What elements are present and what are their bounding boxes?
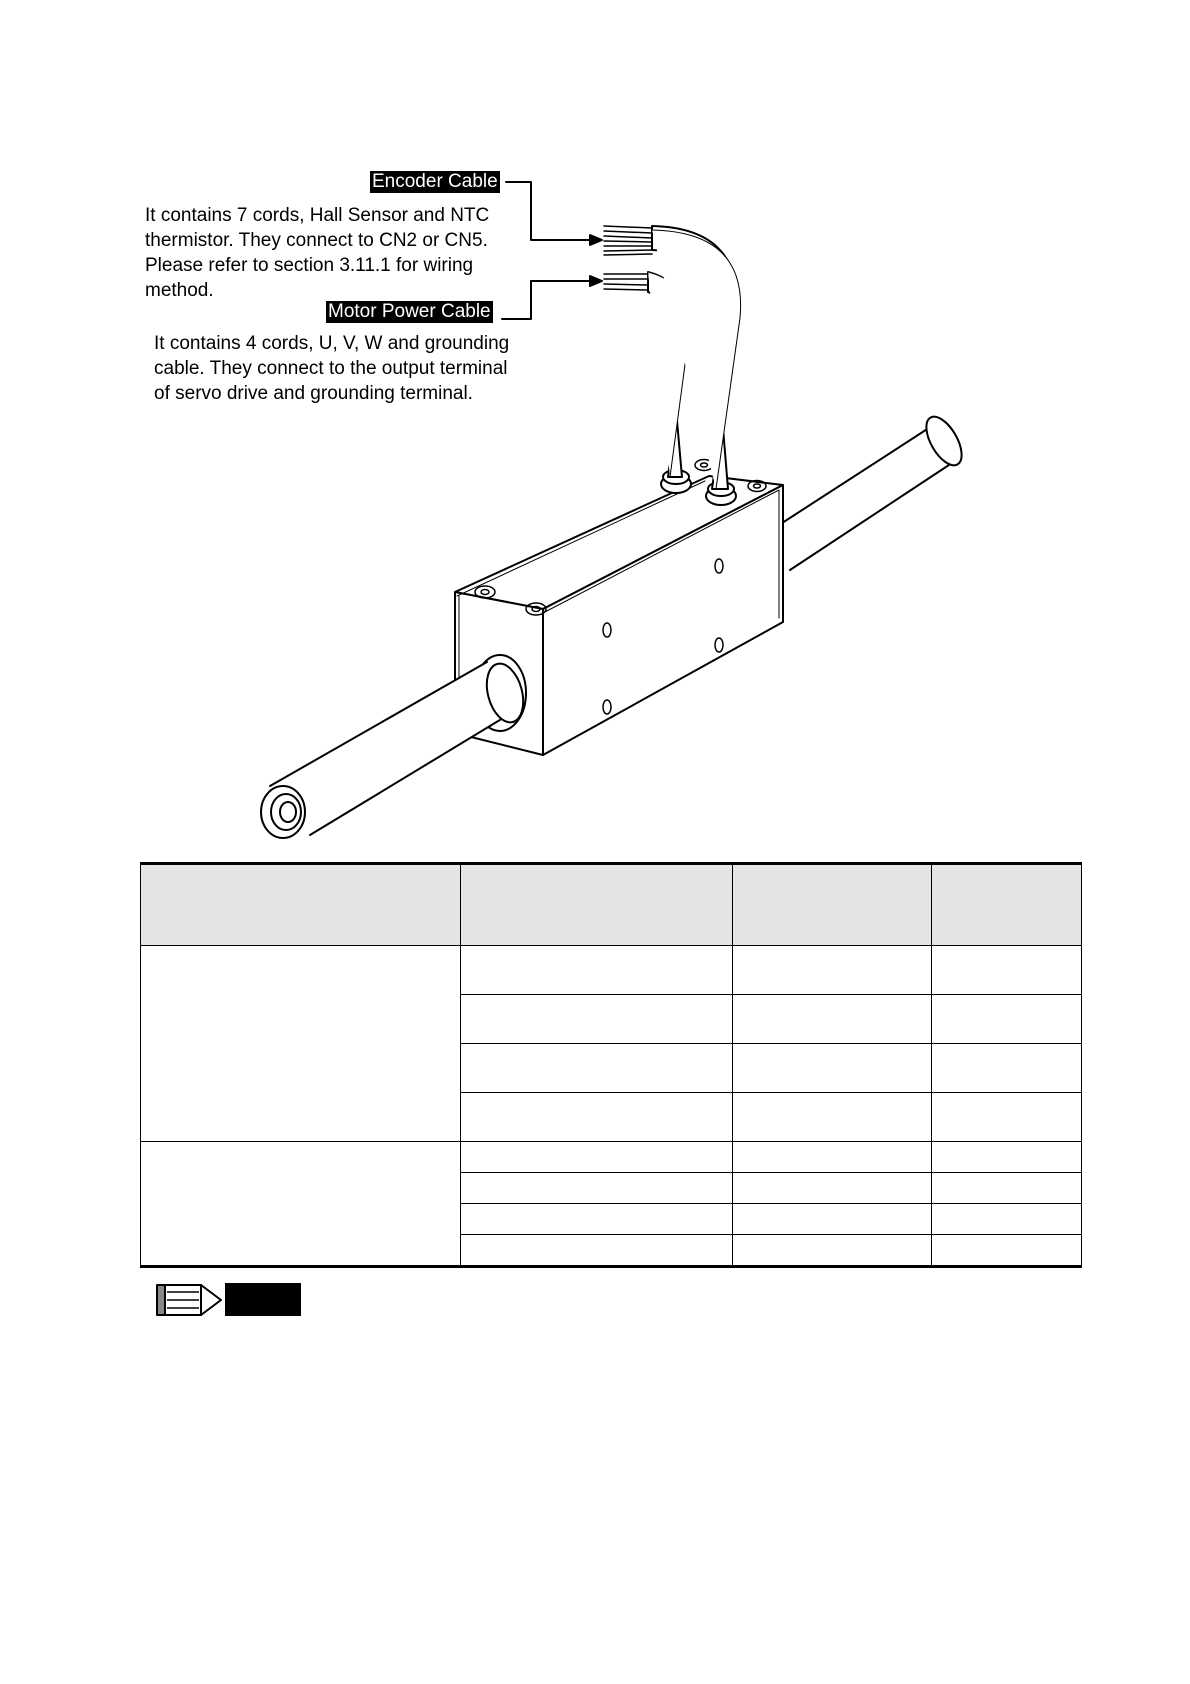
encoder-desc-line: thermistor. They connect to CN2 or CN5. <box>145 230 488 251</box>
table-cell <box>461 995 733 1044</box>
table-cell <box>733 1173 932 1204</box>
motor-power-cable-label: Motor Power Cable <box>328 301 491 322</box>
table-group-label <box>141 946 461 1142</box>
table-cell <box>932 1173 1082 1204</box>
pencil-icon <box>155 1282 225 1318</box>
table-header-cell <box>733 864 932 946</box>
table-header-cell <box>461 864 733 946</box>
table-cell <box>932 1142 1082 1173</box>
table-cell <box>461 1093 733 1142</box>
encoder-wire-ends <box>604 226 652 255</box>
encoder-leader-line <box>506 182 602 245</box>
table-cell <box>461 1204 733 1235</box>
table-cell <box>932 946 1082 995</box>
table-cell <box>461 1235 733 1267</box>
table-cell <box>733 995 932 1044</box>
encoder-desc-line: It contains 7 cords, Hall Sensor and NTC <box>145 205 490 226</box>
table-cell <box>733 1142 932 1173</box>
table-cell <box>932 1044 1082 1093</box>
table-group-label <box>141 1142 461 1267</box>
rod-front <box>270 655 529 835</box>
encoder-cable-label: Encoder Cable <box>372 171 498 192</box>
table-cell <box>733 1235 932 1267</box>
encoder-desc-line: Please refer to section 3.11.1 for wiring <box>145 255 474 276</box>
table-header-row <box>141 864 1082 946</box>
table-row <box>141 946 1082 995</box>
table-row <box>141 1142 1082 1173</box>
table-cell <box>733 1044 932 1093</box>
table-cell <box>932 1235 1082 1267</box>
rod-back <box>779 411 969 570</box>
rod-front-end <box>261 786 305 838</box>
table-header-cell <box>932 864 1082 946</box>
motor-power-desc-line: of servo drive and grounding terminal. <box>154 383 473 404</box>
table-cell <box>461 1044 733 1093</box>
motor-power-desc-line: It contains 4 cords, U, V, W and grounding <box>154 333 510 354</box>
encoder-desc-line: method. <box>145 280 214 301</box>
table-cell <box>461 946 733 995</box>
motor-power-desc-line: cable. They connect to the output terminal <box>154 358 508 379</box>
motor-power-leader-line <box>502 276 602 319</box>
table-cell <box>461 1142 733 1173</box>
table-cell <box>733 1204 932 1235</box>
table-cell <box>932 1204 1082 1235</box>
motor-power-wire-ends <box>604 274 648 290</box>
table-header-cell <box>141 864 461 946</box>
cable-spec-table <box>140 862 1082 1268</box>
table-cell <box>932 995 1082 1044</box>
note-badge <box>225 1283 301 1316</box>
table-cell <box>733 1093 932 1142</box>
table-cell <box>733 946 932 995</box>
table-cell <box>461 1173 733 1204</box>
table-cell <box>932 1093 1082 1142</box>
